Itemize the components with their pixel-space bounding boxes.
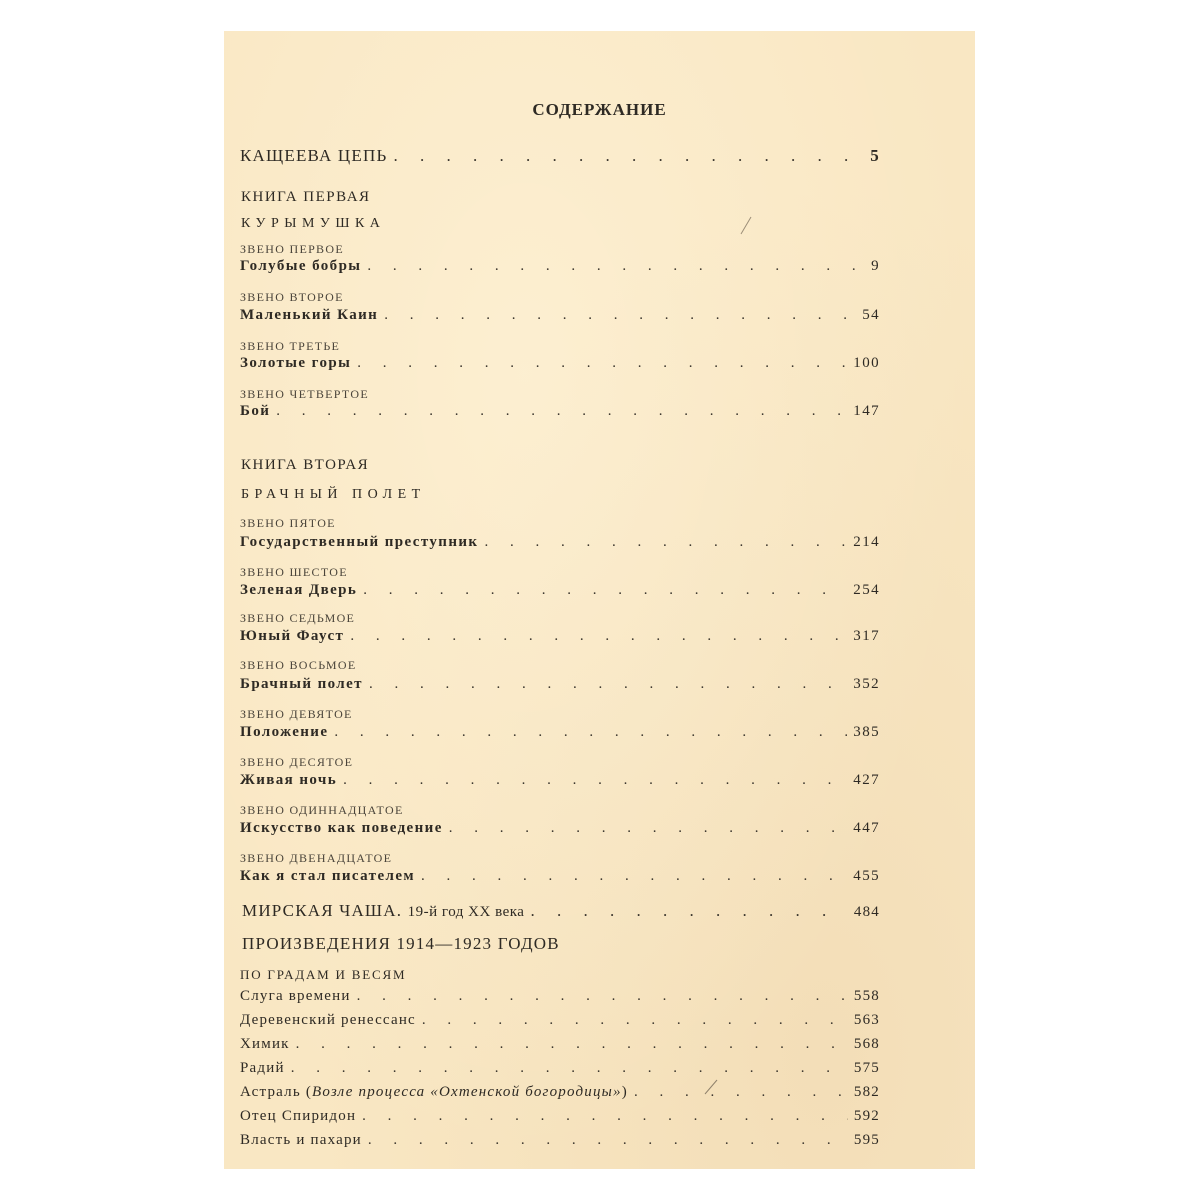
link-label: ЗВЕНО ДВЕНАДЦАТОЕ bbox=[240, 851, 393, 865]
section-subheading: ПО ГРАДАМ И ВЕСЯМ bbox=[240, 967, 407, 982]
link-label: ЗВЕНО ПЯТОЕ bbox=[240, 516, 336, 530]
entry-title: Живая ночь bbox=[240, 772, 338, 788]
page-number: 5 bbox=[870, 146, 880, 165]
pencil-mark-icon bbox=[702, 1076, 720, 1096]
dot-leader bbox=[422, 1012, 848, 1029]
toc-entry bbox=[240, 307, 880, 324]
link-label: ЗВЕНО СЕДЬМОЕ bbox=[240, 611, 356, 625]
toc-entry bbox=[240, 772, 880, 789]
dot-leader bbox=[363, 582, 847, 599]
toc-entry bbox=[240, 988, 880, 1005]
entry-title: Положение bbox=[240, 724, 329, 740]
book-name: КУРЫМУШКА bbox=[241, 216, 386, 231]
page-number: 214 bbox=[853, 534, 880, 550]
dot-leader bbox=[368, 1132, 848, 1149]
entry-title: Искусство как поведение bbox=[240, 820, 443, 836]
entry-title bbox=[242, 901, 524, 921]
page-number: 455 bbox=[853, 868, 880, 884]
dot-leader bbox=[449, 820, 848, 837]
page-number: 9 bbox=[871, 258, 880, 274]
dot-leader bbox=[393, 146, 864, 166]
entry-title: Слуга времени bbox=[240, 988, 351, 1004]
dot-leader bbox=[530, 901, 847, 921]
dot-leader bbox=[276, 403, 847, 420]
toc-entry bbox=[240, 1084, 880, 1101]
page-number: 254 bbox=[853, 582, 880, 598]
page-number: 484 bbox=[853, 904, 880, 920]
link-label: ЗВЕНО ВТОРОЕ bbox=[240, 290, 344, 304]
link-label: ЗВЕНО ДЕВЯТОЕ bbox=[240, 707, 353, 721]
toc-entry bbox=[240, 534, 880, 551]
entry-title: Зеленая Дверь bbox=[240, 582, 358, 598]
page-title: СОДЕРЖАНИЕ bbox=[532, 100, 667, 119]
section-heading: ПРОИЗВЕДЕНИЯ 1914—1923 ГОДОВ bbox=[242, 934, 560, 953]
page-number: 317 bbox=[853, 628, 880, 644]
entry-title: Юный Фауст bbox=[240, 628, 345, 644]
link-label: ЗВЕНО ПЕРВОЕ bbox=[240, 242, 344, 256]
link-label: ЗВЕНО ЧЕТВЕРТОЕ bbox=[240, 387, 369, 401]
page-number: 595 bbox=[853, 1132, 880, 1148]
page-number: 54 bbox=[862, 307, 880, 323]
link-label: ЗВЕНО ОДИННАДЦАТОЕ bbox=[240, 803, 404, 817]
page-number: 558 bbox=[853, 988, 880, 1004]
entry-title bbox=[240, 1084, 628, 1101]
entry-title-rest: 19-й год XX века bbox=[407, 904, 525, 920]
page-number: 575 bbox=[853, 1060, 880, 1076]
book-label: КНИГА ВТОРАЯ bbox=[241, 457, 370, 473]
link-label: ЗВЕНО ВОСЬМОЕ bbox=[240, 658, 357, 672]
entry-title-caps: МИРСКАЯ ЧАША. bbox=[242, 901, 403, 920]
pencil-mark-icon bbox=[738, 214, 754, 236]
toc-entry bbox=[240, 676, 880, 693]
page-number: 568 bbox=[853, 1036, 880, 1052]
link-label: ЗВЕНО ШЕСТОЕ bbox=[240, 565, 348, 579]
entry-title: Государственный преступник bbox=[240, 534, 479, 550]
toc-entry bbox=[240, 355, 880, 372]
dot-leader bbox=[343, 772, 847, 789]
dot-leader bbox=[384, 307, 856, 324]
dot-leader bbox=[350, 628, 847, 645]
link-label: ЗВЕНО ТРЕТЬЕ bbox=[240, 339, 341, 353]
toc-entry bbox=[240, 868, 880, 885]
toc-entry bbox=[240, 1036, 880, 1053]
entry-title-close: ) bbox=[621, 1084, 628, 1100]
toc-entry bbox=[240, 403, 880, 420]
dot-leader bbox=[421, 868, 847, 885]
page-number: 385 bbox=[853, 724, 880, 740]
page-number: 427 bbox=[853, 772, 880, 788]
entry-title: Брачный полет bbox=[240, 676, 363, 692]
dot-leader bbox=[291, 1060, 848, 1077]
entry-title: Деревенский ренессанс bbox=[240, 1012, 416, 1028]
entry-title: Маленький Каин bbox=[240, 307, 379, 323]
toc-entry bbox=[240, 1060, 880, 1077]
toc-entry-mirskaya bbox=[242, 901, 880, 921]
toc-entry bbox=[240, 1108, 880, 1125]
dot-leader bbox=[357, 355, 847, 372]
dot-leader bbox=[357, 988, 848, 1005]
entry-title: Золотые горы bbox=[240, 355, 352, 371]
entry-title: Радий bbox=[240, 1060, 285, 1076]
toc-entry bbox=[240, 724, 880, 741]
page-number: 100 bbox=[853, 355, 880, 371]
dot-leader bbox=[484, 534, 847, 551]
toc-entry bbox=[240, 1012, 880, 1029]
dot-leader bbox=[362, 1108, 848, 1125]
dot-leader bbox=[334, 724, 847, 741]
book-label: КНИГА ПЕРВАЯ bbox=[241, 189, 371, 205]
toc-entry bbox=[240, 820, 880, 837]
entry-title: Власть и пахари bbox=[240, 1132, 362, 1148]
entry-title: Отец Спиридон bbox=[240, 1108, 357, 1124]
page-number: 447 bbox=[853, 820, 880, 836]
entry-title: Химик bbox=[240, 1036, 290, 1052]
toc-entry bbox=[240, 1132, 880, 1149]
toc-entry-main bbox=[240, 146, 880, 166]
page-number: 563 bbox=[853, 1012, 880, 1028]
page-number: 582 bbox=[853, 1084, 880, 1100]
page-number: 352 bbox=[853, 676, 880, 692]
dot-leader bbox=[367, 258, 865, 275]
entry-title-italic: Возле процесса «Охтенской богородицы» bbox=[312, 1084, 622, 1100]
toc-entry bbox=[240, 628, 880, 645]
toc-entry bbox=[240, 582, 880, 599]
entry-title: Голубые бобры bbox=[240, 258, 362, 274]
page-number: 147 bbox=[853, 403, 880, 419]
dot-leader bbox=[634, 1084, 848, 1101]
page-number: 592 bbox=[853, 1108, 880, 1124]
entry-title: Бой bbox=[240, 403, 271, 419]
book-name: БРАЧНЫЙ ПОЛЕТ bbox=[241, 487, 426, 502]
link-label: ЗВЕНО ДЕСЯТОЕ bbox=[240, 755, 354, 769]
entry-title-main: Астраль ( bbox=[240, 1084, 313, 1100]
dot-leader bbox=[369, 676, 847, 693]
toc-entry bbox=[240, 258, 880, 275]
entry-title: Как я стал писателем bbox=[240, 868, 415, 884]
entry-title: КАЩЕЕВА ЦЕПЬ bbox=[240, 146, 388, 165]
dot-leader bbox=[296, 1036, 848, 1053]
